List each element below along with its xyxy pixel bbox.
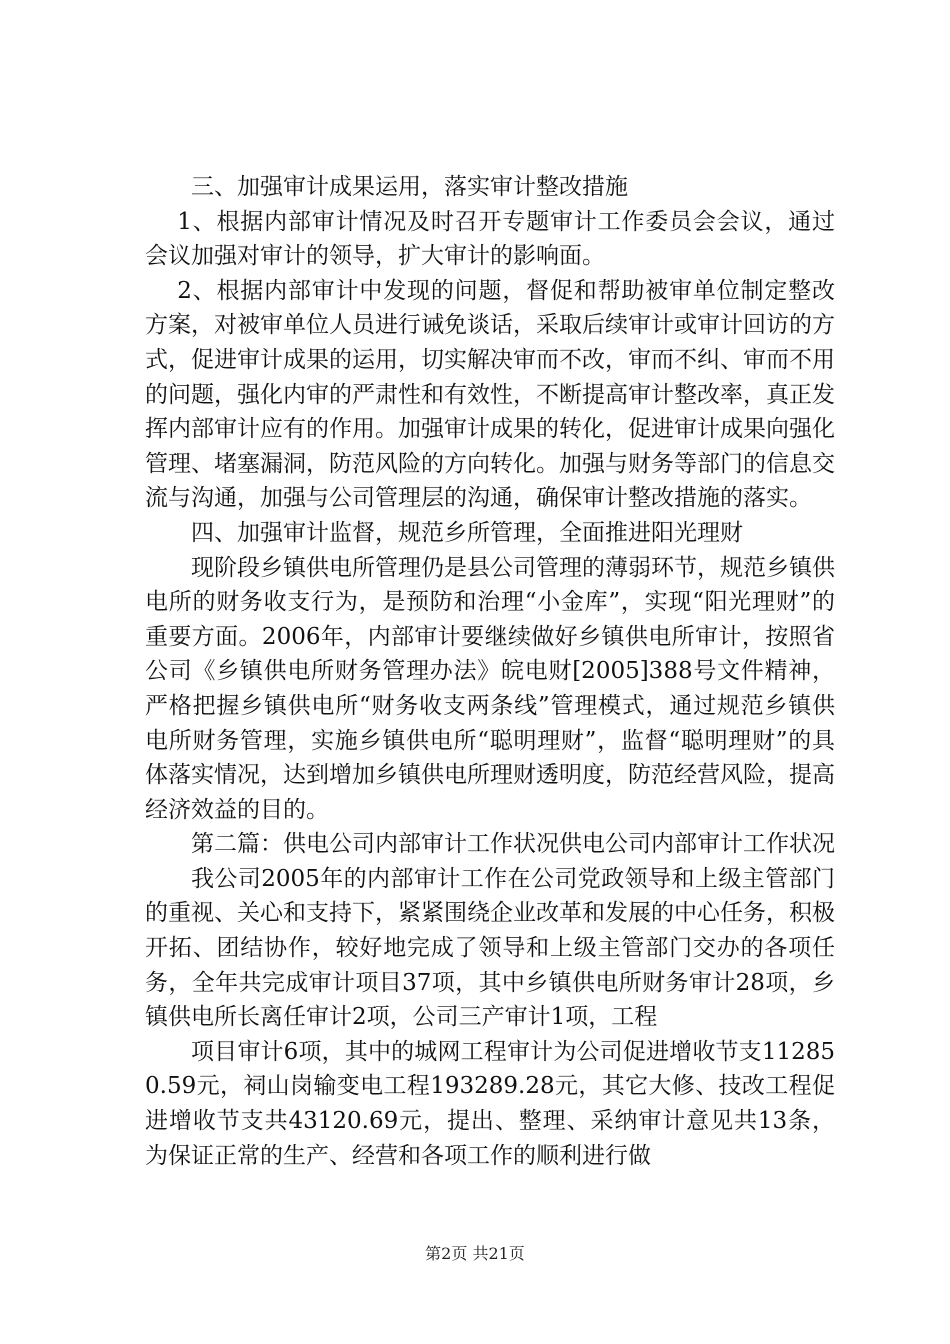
paragraph-item-2: 2、根据内部审计中发现的问题，督促和帮助被审单位制定整改方案，对被审单位人员进行诫免谈话，采取后续审计或审计回访的方式，促进审计成果的运用，切实解决审而不改，审而不纠、审而不用的问题，强化内审的严肃性和有效性，不断提高审计整改率，真正发挥内部审计应有的作用。加强审计成果的转化，促进审计成果向强化管理、堵塞漏洞，防范风险的方向转化。加强与财务等部门的信息交流与沟通，加强与公司管理层的沟通，确保审计整改措施的落实。	[145, 277, 835, 512]
paragraph-item-1: 1、根据内部审计情况及时召开专题审计工作委员会会议，通过会议加强对审计的领导，扩大审计的影响面。	[145, 208, 835, 270]
paragraph-township-finance: 现阶段乡镇供电所管理仍是县公司管理的薄弱环节，规范乡镇供电所的财务收支行为，是预防和治理“小金库”，实现“阳光理财”的重要方面。2006年，内部审计要继续做好乡镇供电所审计，按照省公司《乡镇供电所财务管理办法》皖电财[2005]388号文件精神，严格把握乡镇供电所“财务收支两条线”管理模式，通过规范乡镇供电所财务管理，实施乡镇供电所“聪明理财”，监督“聪明理财”的具体落实情况，达到增加乡镇供电所理财透明度，防范经营风险，提高经济效益的目的。	[145, 554, 835, 823]
paragraph-project-audit: 项目审计6项，其中的城网工程审计为公司促进增收节支112850.59元，祠山岗输变电工程193289.28元，其它大修、技改工程促进增收节支共43120.69元，提出、整理、采纳审计意见共13条，为保证正常的生产、经营和各项工作的顺利进行做	[145, 1038, 835, 1169]
page-footer: 第2页 共21页	[425, 1244, 525, 1263]
section-heading-4: 四、加强审计监督，规范乡所管理，全面推进阳光理财	[191, 519, 743, 546]
paragraph-audit-summary: 我公司2005年的内部审计工作在公司党政领导和上级主管部门的重视、关心和支持下，紧紧围绕企业改革和发展的中心任务，积极开拓、团结协作，较好地完成了领导和上级主管部门交办的各项任务，全年共完成审计项目37项，其中乡镇供电所财务审计28项，乡镇供电所长离任审计2项，公司三产审计1项，工程	[145, 865, 835, 1031]
chapter-heading-2: 第二篇：供电公司内部审计工作状况供电公司内部审计工作状况	[191, 831, 835, 858]
document-body	[145, 170, 835, 1173]
section-heading-3: 三、加强审计成果运用，落实审计整改措施	[191, 174, 628, 200]
